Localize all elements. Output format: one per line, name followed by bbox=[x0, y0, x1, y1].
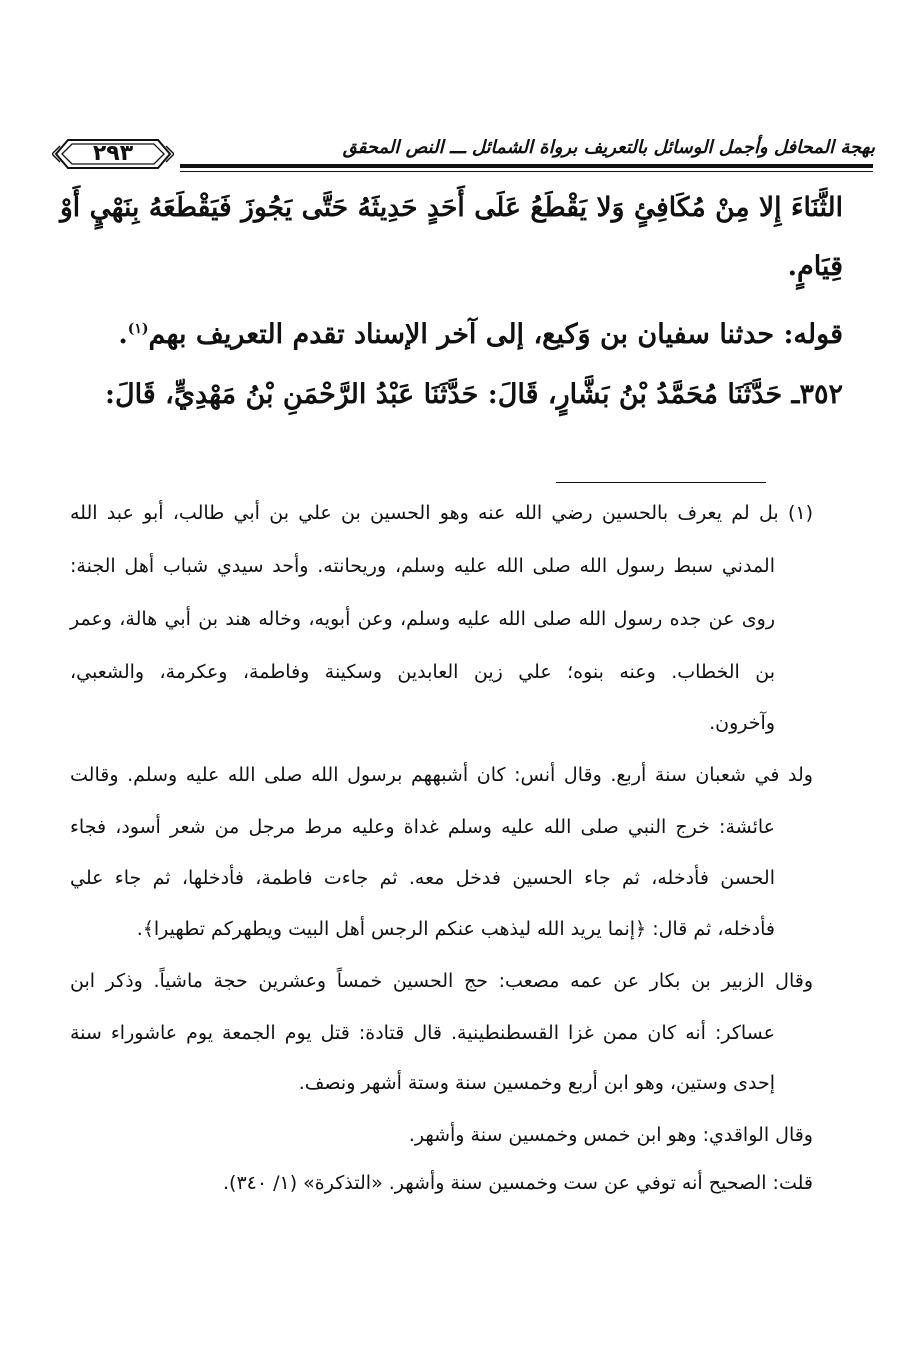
header-rule-thin bbox=[180, 171, 873, 172]
footnote-line: عساكر: أنه كان ممن غزا القسطنطينية. قال قتادة: قتل يوم الجمعة يوم عاشوراء سنة bbox=[70, 1022, 775, 1044]
commentary-text: قوله: حدثنا سفيان بن وَكيع، إلى آخر الإسناد تقدم التعريف بهم bbox=[148, 319, 843, 350]
footnote-separator bbox=[556, 482, 766, 483]
footnote-line: الحسن فأدخله، ثم جاء الحسين فدخل معه. ثم جاءت فاطمة، فأدخلها، ثم جاء علي bbox=[70, 867, 775, 889]
footnote-line: بن الخطاب. وعنه بنوه؛ علي زين العابدين وسكينة وفاطمة، وعكرمة، والشعبي، bbox=[70, 661, 775, 683]
footnote-line: وقال الزبير بن بكار عن عمه مصعب: حج الحسين خمساً وعشرين حجة ماشياً. وذكر ابن bbox=[70, 970, 813, 992]
footnote-line: ولد في شعبان سنة أربع. وقال أنس: كان أشبههم برسول الله صلى الله عليه وسلم. وقالت bbox=[70, 764, 813, 786]
footnote-line: وآخرون. bbox=[709, 712, 775, 734]
footnote-line: روى عن جده رسول الله صلى الله عليه وسلم، وعن أبويه، وخاله هند بن أبي هالة، وعمر bbox=[70, 608, 775, 630]
footnote-line: وقال الواقدي: وهو ابن خمس وخمسين سنة وأشهر. bbox=[408, 1124, 813, 1146]
page-number: ٢٩٣ bbox=[92, 141, 134, 166]
page-number-frame bbox=[52, 134, 174, 174]
hadith-text-line-2: قِيَامٍ. bbox=[787, 251, 843, 282]
footnote-line: فأدخله، ثم قال: ﴿إنما يريد الله ليذهب عنكم الرجس أهل البيت ويطهركم تطهيرا﴾. bbox=[136, 918, 775, 940]
footnote-line: قلت: الصحيح أنه توفي عن ست وخمسين سنة وأشهر. «التذكرة» (١/ ٣٤٠). bbox=[222, 1172, 813, 1194]
hadith-352-line: ٣٥٢ـ حَدَّثَنَا مُحَمَّدُ بْنُ بَشَّارٍ، قَالَ: حَدَّثَنَا عَبْدُ الرَّحْمَنِ بْنُ مَهْدِيٍّ، قَالَ: bbox=[105, 379, 843, 410]
footnote-line: عائشة: خرج النبي صلى الله عليه وسلم غداة وعليه مرط مرجل من شعر أسود، فجاء bbox=[70, 816, 775, 838]
commentary-line: قوله: حدثنا سفيان بن وَكيع، إلى آخر الإسناد تقدم التعريف بهم$^{(١)}$. bbox=[118, 319, 843, 350]
footnote-line: (١) بل لم يعرف بالحسين رضي الله عنه وهو الحسين بن علي بن أبي طالب، أبو عبد الله bbox=[70, 502, 813, 524]
hadith-text-line-1: الثَّنَاءَ إِلا مِنْ مُكَافِئٍ وَلا يَقْطَعُ عَلَى أَحَدٍ حَدِيثَهُ حَتَّى يَجُوزَ فَيَقْطَعَهُ بِنَهْيٍ أَوْ bbox=[60, 192, 843, 223]
footnote-line: المدني سبط رسول الله صلى الله عليه وسلم، وريحانته. وأحد سيدي شباب أهل الجنة: bbox=[70, 555, 775, 577]
running-header-title: بهجة المحافل وأجمل الوسائل بالتعريف برواة الشمائل ـــ النص المحقق bbox=[342, 137, 875, 158]
footnote-line: إحدى وستين، وهو ابن أربع وخمسين سنة وستة أشهر ونصف. bbox=[298, 1072, 775, 1094]
header-rule bbox=[180, 164, 873, 168]
footnote-reference: (١) bbox=[127, 321, 149, 337]
